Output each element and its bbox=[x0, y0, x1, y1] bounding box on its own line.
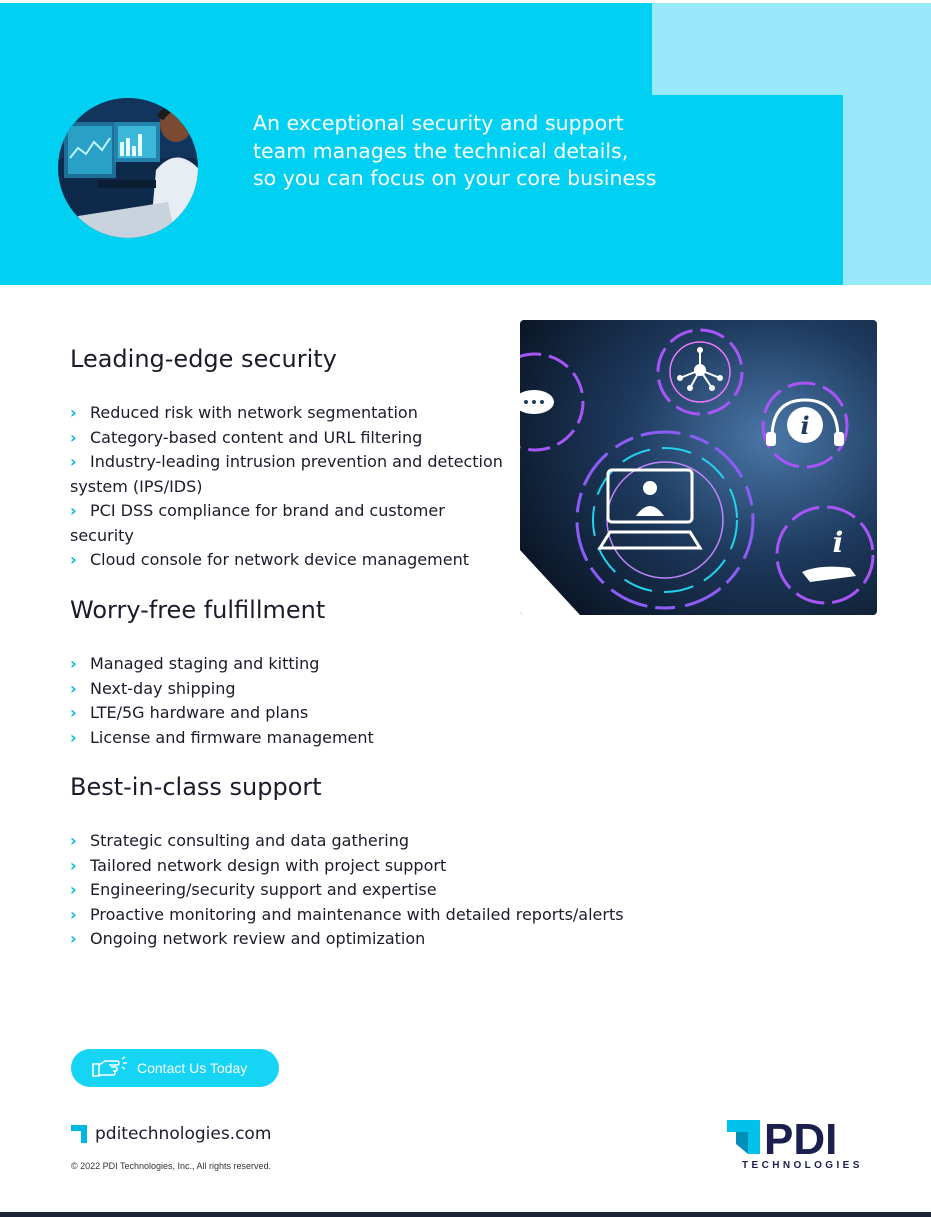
support-network-illustration bbox=[520, 320, 877, 615]
pointing-hand-icon bbox=[89, 1056, 129, 1080]
chevron-right-icon: › bbox=[70, 703, 77, 722]
list-item: › Cloud console for network device management bbox=[70, 548, 510, 573]
chevron-right-icon: › bbox=[70, 452, 77, 471]
list-item: › License and firmware management bbox=[70, 726, 510, 751]
list-item: › Engineering/security support and expertise bbox=[70, 878, 670, 903]
list-item: › Ongoing network review and optimization bbox=[70, 927, 670, 952]
chevron-right-icon: › bbox=[70, 831, 77, 850]
chevron-right-icon: › bbox=[70, 501, 77, 520]
hero-headline bbox=[253, 110, 693, 193]
chevron-right-icon: › bbox=[70, 904, 77, 924]
svg-text:i: i bbox=[800, 411, 810, 440]
hero-accent-block bbox=[652, 3, 931, 95]
website-link[interactable] bbox=[71, 1124, 271, 1144]
list-item: › Strategic consulting and data gathering bbox=[70, 829, 670, 854]
chevron-right-icon: › bbox=[70, 880, 77, 899]
chevron-right-icon: › bbox=[70, 855, 77, 875]
website-text: pditechnologies.com bbox=[95, 1124, 272, 1144]
list-item: › LTE/5G hardware and plans bbox=[70, 701, 510, 726]
list-item: › Reduced risk with network segmentation bbox=[70, 401, 510, 426]
chevron-right-icon: › bbox=[70, 550, 77, 569]
chevron-right-icon: › bbox=[70, 678, 77, 698]
logo-subtitle: TECHNOLOGIES bbox=[742, 1160, 863, 1171]
copyright-text: © 2022 PDI Technologies, Inc., All rights reserved. bbox=[71, 1161, 272, 1171]
list-item: › Next-day shipping bbox=[70, 677, 510, 702]
svg-text:i: i bbox=[832, 526, 844, 559]
security-list bbox=[70, 401, 510, 573]
list-item: › PCI DSS compliance for brand and customer security bbox=[70, 501, 445, 545]
section-title-security: Leading-edge security bbox=[70, 345, 337, 373]
logo-text: PDI bbox=[764, 1118, 838, 1164]
hero-line: so you can focus on your core business bbox=[253, 166, 657, 190]
chevron-right-icon: › bbox=[70, 427, 77, 447]
support-agent-photo bbox=[58, 98, 198, 238]
list-item: › Tailored network design with project support bbox=[70, 854, 670, 879]
section-title-support: Best-in-class support bbox=[70, 773, 322, 801]
hero-line: An exceptional security and support bbox=[253, 111, 624, 135]
list-item: › Category-based content and URL filtering bbox=[70, 426, 510, 451]
list-item: › Proactive monitoring and maintenance with detailed reports/alerts bbox=[70, 903, 670, 928]
chevron-right-icon: › bbox=[70, 403, 77, 422]
contact-us-button[interactable] bbox=[71, 1049, 279, 1087]
section-title-fulfillment: Worry-free fulfillment bbox=[70, 596, 326, 624]
chevron-right-icon: › bbox=[70, 727, 77, 747]
list-item: › Industry-leading intrusion prevention and detection system (IPS/IDS) bbox=[70, 452, 503, 496]
contact-us-label: Contact Us Today bbox=[137, 1060, 248, 1076]
chevron-right-icon: › bbox=[70, 654, 77, 673]
hero-accent-block-lower bbox=[843, 95, 931, 285]
chevron-right-icon: › bbox=[70, 929, 77, 948]
list-item: › Managed staging and kitting bbox=[70, 652, 510, 677]
fulfillment-list bbox=[70, 652, 510, 750]
bottom-rule bbox=[0, 1212, 931, 1217]
support-list bbox=[70, 829, 670, 952]
pdi-mark-icon bbox=[71, 1125, 87, 1143]
hero-line: team manages the technical details, bbox=[253, 138, 629, 163]
